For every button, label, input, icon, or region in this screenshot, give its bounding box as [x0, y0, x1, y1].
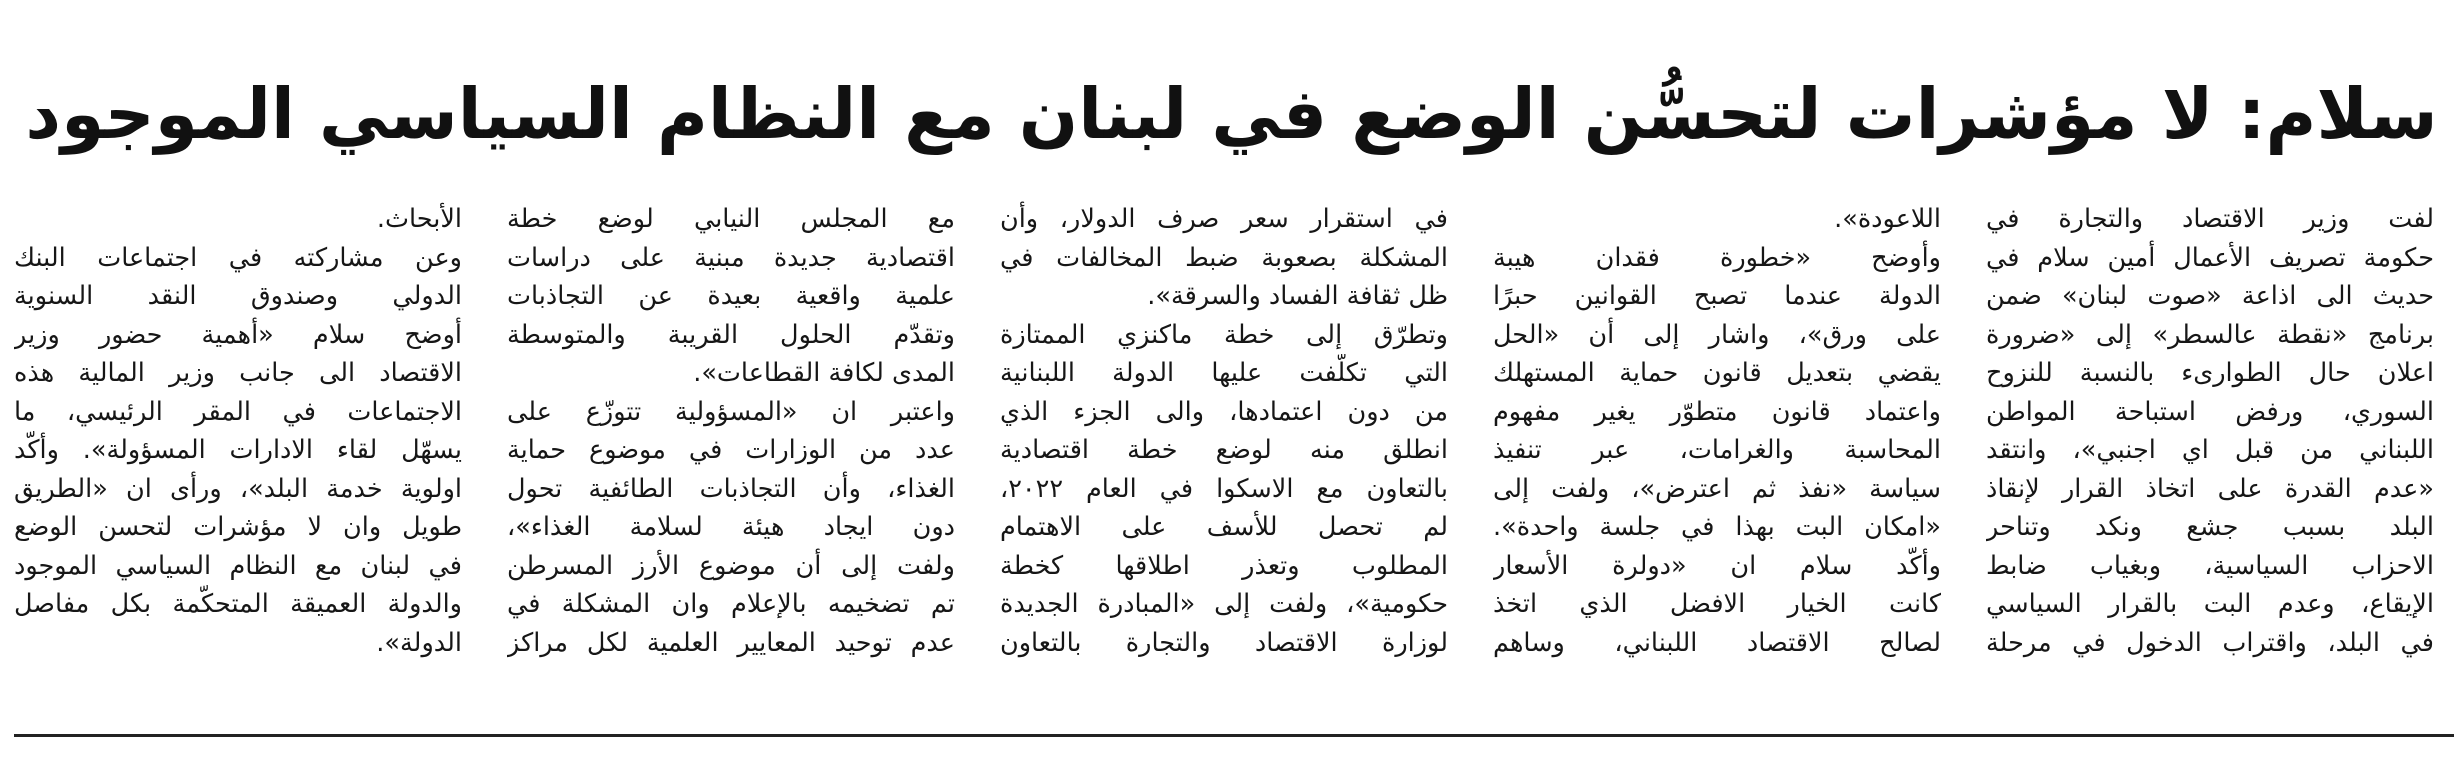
article-column-2	[1493, 200, 1941, 720]
headline: سلام: لا مؤشرات لتحسُّن الوضع في لبنان مع النظام السياسي الموجود	[25, 74, 2438, 155]
column-line: في استقرار سعر صرف الدولار، وأن	[1000, 204, 1448, 234]
column-line: لوزارة الاقتصاد والتجارة بالتعاون	[1000, 627, 1448, 658]
column-line: برنامج «نقطة عالسطر» إلى «ضرورة	[1986, 319, 2434, 350]
column-line: بالتعاون مع الاسكوا في العام ٢٠٢٢،	[1000, 473, 1448, 504]
column-line: أوضح سلام «أهمية حضور وزير	[14, 319, 462, 350]
column-line: سياسة «نفذ ثم اعترض»، ولفت إلى	[1493, 473, 1941, 504]
column-line: يقضي بتعديل قانون حماية المستهلك	[1493, 358, 1941, 388]
column-line: الأبحاث.	[376, 204, 462, 234]
article-column-5	[14, 200, 462, 720]
column-line: التي تكلّفت عليها الدولة اللبنانية	[1000, 358, 1448, 388]
article-column-3	[1000, 200, 1448, 720]
column-line: في البلد، واقتراب الدخول في مرحلة	[1986, 627, 2434, 658]
column-line: المطلوب وتعذر اطلاقها كخطة	[1000, 550, 1448, 581]
column-line: اعلان حال الطوارىء بالنسبة للنزوح	[1986, 358, 2434, 388]
article-column-4	[507, 200, 955, 720]
column-line: المحاسبة والغرامات، عبر تنفيذ	[1493, 435, 1941, 465]
column-line: واعتماد قانون متطوّر يغير مفهوم	[1493, 396, 1941, 427]
column-line: الاحزاب السياسية، وبغياب ضابط	[1986, 550, 2434, 581]
column-line: تم تضخيمه بالإعلام وان المشكلة في	[507, 589, 955, 619]
column-line: وأوضح «خطورة فقدان هيبة	[1493, 242, 1941, 273]
column-line: المدى لكافة القطاعات».	[693, 358, 955, 388]
column-line: يسهّل لقاء الادارات المسؤولة». وأكّد	[14, 435, 462, 465]
column-line: وتطرّق إلى خطة ماكنزي الممتازة	[1000, 319, 1448, 350]
column-line: اقتصادية جديدة مبنية على دراسات	[507, 242, 955, 273]
column-line: وتقدّم الحلول القريبة والمتوسطة	[507, 319, 955, 350]
column-line: لصالح الاقتصاد اللبناني، وساهم	[1493, 627, 1941, 658]
column-line: الاقتصاد الى جانب وزير المالية هذه	[14, 358, 462, 388]
column-line: في لبنان مع النظام السياسي الموجود	[14, 550, 462, 581]
column-line: والدولة العميقة المتحكّمة بكل مفاصل	[14, 589, 462, 619]
column-line: الدولة».	[376, 627, 462, 658]
column-line: لم تحصل للأسف على الاهتمام	[1000, 512, 1448, 542]
column-line: «عدم القدرة على اتخاذ القرار لإنقاذ	[1986, 473, 2434, 504]
column-line: على ورق»، واشار إلى أن «الحل	[1493, 319, 1941, 350]
column-line: واعتبر ان «المسؤولية تتوزّع على	[507, 396, 955, 427]
column-line: البلد بسبب جشع ونكد وتناحر	[1986, 512, 2434, 542]
column-line: حديث الى اذاعة «صوت لبنان» ضمن	[1986, 281, 2434, 311]
column-line: السوري، ورفض استباحة المواطن	[1986, 396, 2434, 427]
column-line: حكومية»، ولفت إلى «المبادرة الجديدة	[1000, 589, 1448, 619]
column-line: الغذاء، وأن التجاذبات الطائفية تحول	[507, 473, 955, 504]
column-line: ظل ثقافة الفساد والسرقة».	[1147, 281, 1448, 311]
column-line: المشكلة بصعوبة ضبط المخالفات في	[1000, 242, 1448, 273]
column-line: ولفت إلى أن موضوع الأرز المسرطن	[507, 550, 955, 581]
column-line: انطلق منه لوضع خطة اقتصادية	[1000, 435, 1448, 465]
column-line: اللاعودة».	[1834, 204, 1941, 234]
bottom-rule	[14, 734, 2454, 737]
column-line: عدم توحيد المعايير العلمية لكل مراكز	[507, 627, 955, 658]
column-line: مع المجلس النيابي لوضع خطة	[507, 204, 955, 234]
column-line: اللبناني من قبل اي اجنبي»، وانتقد	[1986, 435, 2434, 465]
column-line: طويل وان لا مؤشرات لتحسن الوضع	[14, 512, 462, 542]
column-line: اولوية خدمة البلد»، ورأى ان «الطريق	[14, 473, 462, 504]
column-line: وعن مشاركته في اجتماعات البنك	[14, 242, 462, 273]
column-line: علمية واقعية بعيدة عن التجاذبات	[507, 281, 955, 311]
column-line: حكومة تصريف الأعمال أمين سلام في	[1986, 242, 2434, 273]
column-line: لفت وزير الاقتصاد والتجارة في	[1986, 204, 2434, 234]
column-line: «امكان البت بهذا في جلسة واحدة».	[1493, 512, 1941, 542]
column-line: الدولي وصندوق النقد السنوية	[14, 281, 462, 311]
column-line: الإيقاع، وعدم البت بالقرار السياسي	[1986, 589, 2434, 619]
column-line: من دون اعتمادها، والى الجزء الذي	[1000, 396, 1448, 427]
column-line: كانت الخيار الافضل الذي اتخذ	[1493, 589, 1941, 619]
column-line: الدولة عندما تصبح القوانين حبرًا	[1493, 281, 1941, 311]
column-line: الاجتماعات في المقر الرئيسي، ما	[14, 396, 462, 427]
column-line: وأكّد سلام ان «دولرة الأسعار	[1493, 550, 1941, 581]
column-line: دون ايجاد هيئة لسلامة الغذاء»،	[507, 512, 955, 542]
article-column-1	[1986, 200, 2434, 720]
article-body	[14, 200, 2434, 720]
column-line: عدد من الوزارات في موضوع حماية	[507, 435, 955, 465]
